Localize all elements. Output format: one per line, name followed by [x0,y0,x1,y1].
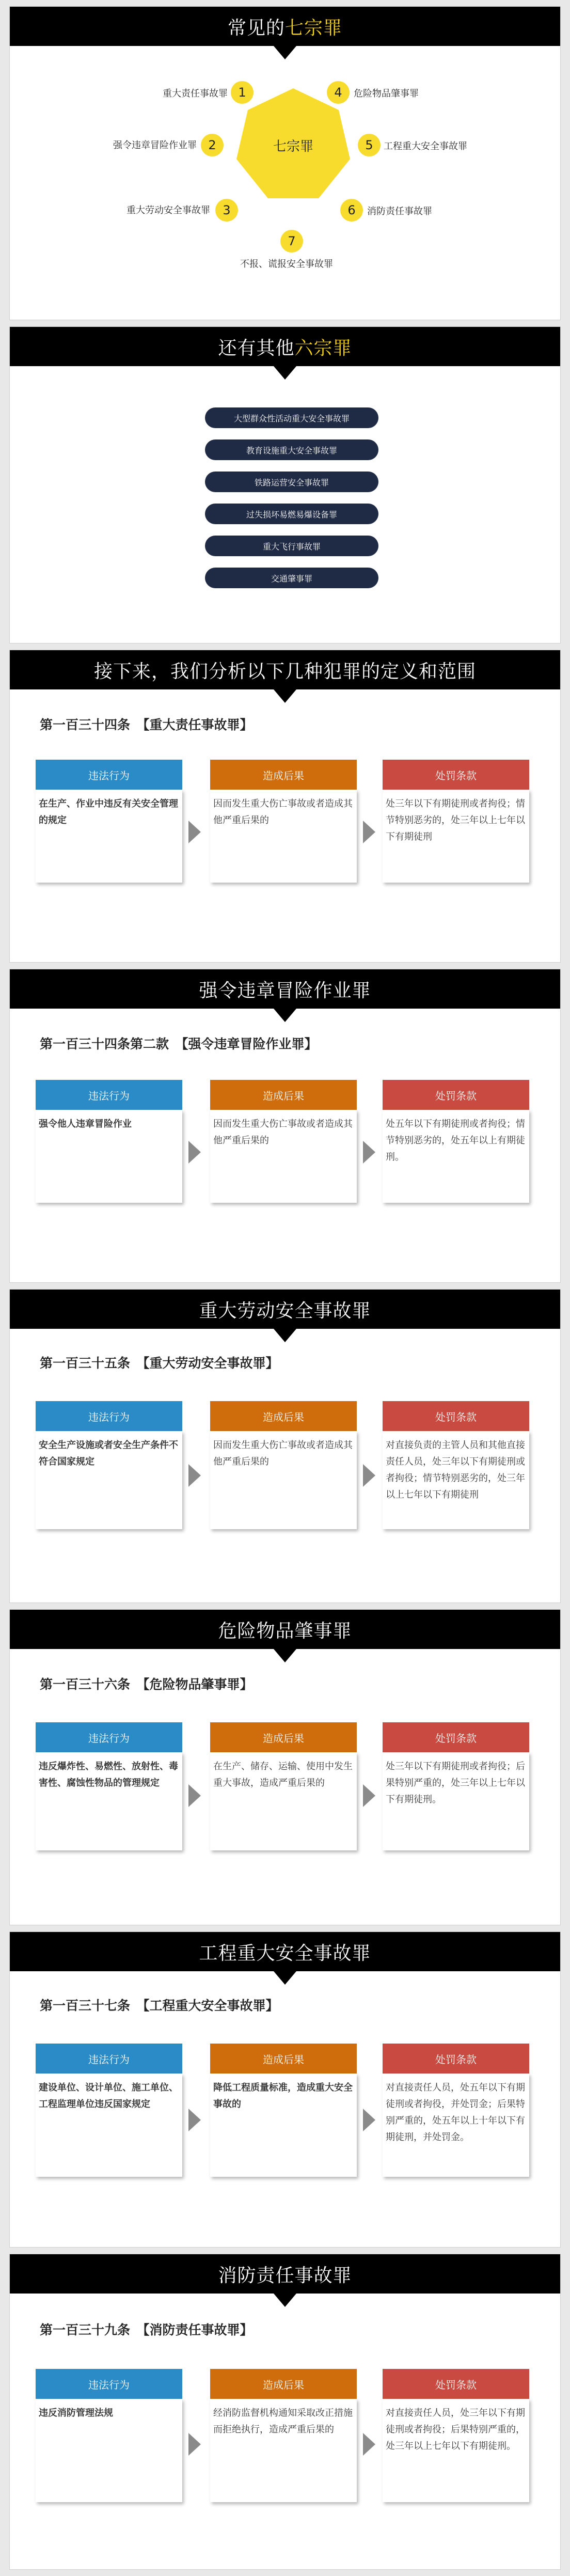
article-title: 第一百三十五条 【重大劳动安全事故罪】 [40,1356,279,1371]
crime-pill: 铁路运营安全事故罪 [205,472,378,492]
banner-pointer [274,1329,296,1342]
penalty-header: 处罚条款 [383,2369,529,2399]
article-title: 第一百三十九条 【消防责任事故罪】 [40,2322,253,2337]
penalty-header: 处罚条款 [383,2044,529,2074]
act-text: 违反消防管理法规 [39,2408,113,2418]
act-text: 强令他人违章冒险作业 [39,1119,132,1129]
result-card [210,2399,357,2502]
banner-title-prefix: 还有其他 [218,337,295,359]
result-header: 造成后果 [210,1401,357,1431]
act-card [36,1752,182,1850]
crime-label-4: 危险物品肇事罪 [354,88,419,99]
penalty-header: 处罚条款 [383,1080,529,1110]
crime-label-1: 重大责任事故罪 [163,88,228,99]
arrow-icon [188,2109,201,2131]
article-title: 第一百三十四条 【重大责任事故罪】 [40,717,253,732]
arrow-icon [188,1784,201,1807]
result-header: 造成后果 [210,2044,357,2074]
arrow-icon [363,1464,375,1487]
act-card [36,1110,182,1203]
penalty-card [383,1752,529,1850]
banner-title-prefix: 常见的 [227,17,285,39]
result-text: 因而发生重大伤亡事故或者造成其他严重后果的 [213,798,353,826]
penalty-text: 处五年以下有期徒刑或者拘役；情节特别恶劣的，处五年以上有期徒刑。 [386,1119,525,1163]
section-labor-safety [9,1289,561,1603]
crime-number-6: 6 [340,199,363,222]
result-card [210,1431,357,1529]
penalty-card [383,2074,529,2177]
section-banner: 消防责任事故罪 [10,2254,560,2294]
act-header: 违法行为 [36,1722,182,1752]
crime-pill: 重大飞行事故罪 [205,536,378,556]
act-header: 违法行为 [36,2044,182,2074]
penalty-card [383,790,529,883]
penalty-text: 对直接负责的主管人员和其他直接责任人员，处三年以下有期徒刑或者拘役；情节特别恶劣的，处三年以上七年以下有期徒刑 [386,1440,525,1500]
result-text: 在生产、储存、运输、使用中发生重大事故，造成严重后果的 [213,1761,353,1788]
crime-label-3: 重大劳动安全事故罪 [126,205,210,216]
act-card [36,2074,182,2177]
article-title: 第一百三十六条 【危险物品肇事罪】 [40,1677,253,1692]
penalty-text: 处三年以下有期徒刑或者拘役；后果特别严重的，处三年以上七年以下有期徒刑。 [386,1761,525,1805]
act-text: 在生产、作业中违反有关安全管理的规定 [39,798,178,826]
act-card [36,790,182,883]
penalty-card [383,1110,529,1203]
act-text: 建设单位、设计单位、施工单位、工程监理单位违反国家规定 [39,2082,178,2110]
act-text: 违反爆炸性、易燃性、放射性、毒害性、腐蚀性物品的管理规定 [39,1761,178,1788]
result-header: 造成后果 [210,1080,357,1110]
section-major-liability [9,650,561,963]
banner-pointer [274,366,296,380]
result-header: 造成后果 [210,2369,357,2399]
crime-pill: 教育设施重大安全事故罪 [205,439,378,460]
seven-crimes-banner [10,7,560,46]
crime-number-2: 2 [201,134,224,156]
center-label: 七宗罪 [273,139,313,154]
arrow-icon [363,2433,375,2456]
banner-pointer [274,2294,296,2307]
arrow-icon [188,2433,201,2456]
act-text: 安全生产设施或者安全生产条件不符合国家规定 [39,1440,178,1467]
penalty-text: 对直接责任人员，处五年以下有期徒刑或者拘役，并处罚金；后果特别严重的，处五年以上十年以下有期徒刑，并处罚金。 [386,2082,525,2143]
penalty-card [383,2399,529,2502]
penalty-text: 对直接责任人员，处三年以下有期徒刑或者拘役；后果特别严重的，处三年以上七年以下有期徒刑。 [386,2408,525,2452]
result-header: 造成后果 [210,760,357,790]
arrow-icon [188,821,201,843]
result-card [210,1110,357,1203]
crime-number-7: 7 [280,230,303,253]
six-crimes-banner [10,327,560,366]
act-header: 违法行为 [36,1401,182,1431]
arrow-icon [363,1784,375,1807]
result-card [210,2074,357,2177]
act-header: 违法行为 [36,1080,182,1110]
crime-pill: 过失损坏易燃易爆设备罪 [205,504,378,524]
banner-pointer [274,46,296,59]
section-fire-liability [9,2254,561,2570]
seven-crimes-panel [9,6,561,320]
crime-pill: 交通肇事罪 [205,568,378,588]
penalty-header: 处罚条款 [383,1722,529,1752]
crime-label-2: 强令违章冒险作业罪 [113,140,197,151]
section-hazardous-goods [9,1609,561,1925]
penalty-text: 处三年以下有期徒刑或者拘役；情节特别恶劣的，处三年以上七年以下有期徒刑 [386,798,525,842]
crime-number-4: 4 [327,81,350,104]
section-engineering-safety [9,1931,561,2248]
banner-pointer [274,689,296,703]
act-card [36,2399,182,2502]
result-text: 降低工程质量标准，造成重大安全事故的 [213,2082,353,2110]
crime-label-7: 不报、谎报安全事故罪 [240,259,333,270]
arrow-icon [363,2109,375,2131]
act-header: 违法行为 [36,2369,182,2399]
article-title: 第一百三十七条 【工程重大安全事故罪】 [40,1998,279,2013]
section-banner: 工程重大安全事故罪 [10,1932,560,1971]
result-card [210,1752,357,1850]
result-text: 因而发生重大伤亡事故或者造成其他严重后果的 [213,1440,353,1467]
arrow-icon [363,821,375,843]
crime-label-6: 消防责任事故罪 [367,206,432,217]
banner-title-highlight: 六宗罪 [294,337,352,359]
arrow-icon [363,1141,375,1164]
penalty-card [383,1431,529,1529]
banner-pointer [274,1649,296,1662]
article-title: 第一百三十四条第二款 【强令违章冒险作业罪】 [40,1036,318,1051]
arrow-icon [188,1141,201,1164]
section-banner: 重大劳动安全事故罪 [10,1290,560,1329]
banner-pointer [274,1971,296,1985]
arrow-icon [188,1464,201,1487]
crime-label-5: 工程重大安全事故罪 [384,141,467,152]
result-header: 造成后果 [210,1722,357,1752]
crime-number-5: 5 [358,134,381,156]
crime-number-1: 1 [231,81,254,104]
result-text: 经消防监督机构通知采取改正措施而拒绝执行，造成严重后果的 [213,2408,353,2435]
section-banner: 危险物品肇事罪 [10,1610,560,1649]
section-banner: 接下来，我们分析以下几种犯罪的定义和范围 [10,650,560,689]
result-card [210,790,357,883]
section-banner: 强令违章冒险作业罪 [10,969,560,1009]
result-text: 因而发生重大伤亡事故或者造成其他严重后果的 [213,1119,353,1146]
act-header: 违法行为 [36,760,182,790]
banner-title-highlight: 七宗罪 [285,17,343,39]
six-crimes-panel [9,326,561,643]
penalty-header: 处罚条款 [383,1401,529,1431]
section-forced-risky-operation [9,969,561,1283]
crime-number-3: 3 [215,199,238,222]
banner-pointer [274,1009,296,1022]
act-card [36,1431,182,1529]
penalty-header: 处罚条款 [383,760,529,790]
crime-pill: 大型群众性活动重大安全事故罪 [205,407,378,428]
